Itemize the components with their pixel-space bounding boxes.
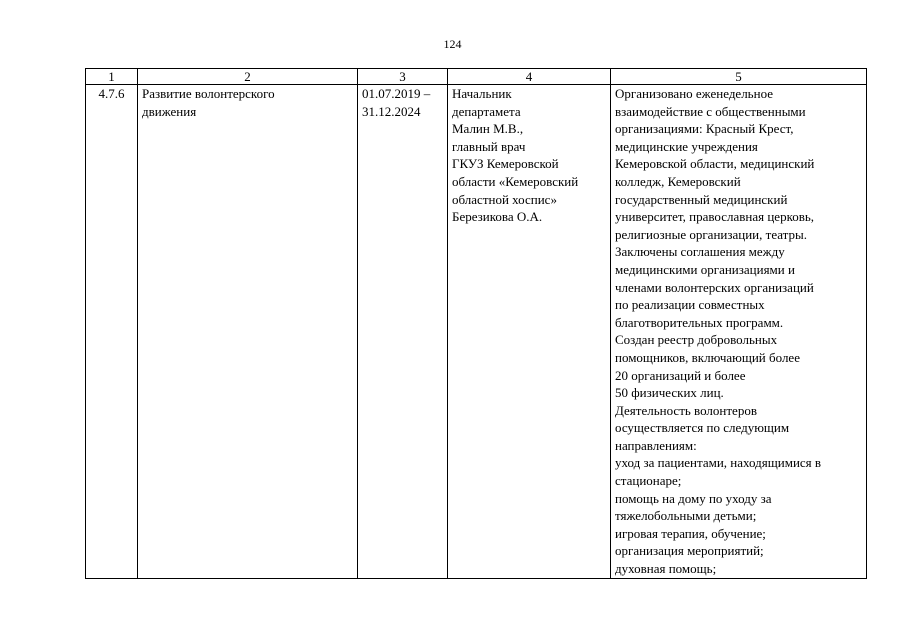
text-line: Организовано еженедельное (615, 86, 773, 101)
text-line: религиозные организации, театры. (615, 226, 808, 242)
text-line: области «Кемеровский (452, 173, 579, 189)
text-line: тяжелобольными детьми; (615, 508, 757, 524)
column-number-2: 2 (138, 69, 358, 85)
text-line: помощь на дому по уходу за (615, 490, 772, 506)
text-line: движения (142, 103, 197, 119)
text-line: 01.07.2019 – (362, 86, 431, 101)
text-line: Начальник (452, 86, 512, 101)
text-line: главный врач (452, 138, 526, 154)
text-line: взаимодействие с общественными (615, 103, 806, 119)
text-line: медицинские учреждения (615, 138, 758, 154)
text-line: Березикова О.А. (452, 209, 543, 225)
text-line: ГКУЗ Кемеровской (452, 156, 559, 172)
item-number-cell: 4.7.6 (86, 85, 138, 579)
text-line: Деятельность волонтеров (615, 402, 757, 418)
text-line: осуществляется по следующим (615, 420, 790, 436)
text-line: Малин М.В., (452, 121, 524, 137)
text-line: государственный медицинский (615, 191, 788, 207)
text-line: Кемеровской области, медицинский (615, 156, 815, 172)
text-line: стационаре; (615, 473, 682, 489)
column-number-4: 4 (448, 69, 611, 85)
text-line: членами волонтерских организаций (615, 279, 814, 295)
text-line: 20 организаций и более (615, 367, 746, 383)
text-line: благотворительных программ. (615, 314, 784, 330)
column-number-5: 5 (611, 69, 867, 85)
text-line: Развитие волонтерского (142, 86, 275, 101)
text-line: по реализации совместных (615, 297, 765, 313)
item-name-cell (138, 85, 358, 579)
program-table (85, 68, 867, 579)
item-period-cell (358, 85, 448, 579)
table-header-row (86, 69, 867, 85)
text-line: колледж, Кемеровский (615, 173, 741, 189)
page-number: 124 (443, 37, 462, 51)
text-line: помощников, включающий более (615, 349, 800, 365)
text-line: духовная помощь; (615, 561, 717, 577)
column-number-1: 1 (86, 69, 138, 85)
table-row (86, 85, 867, 579)
text-line: уход за пациентами, находящимися в (615, 455, 822, 471)
text-line: 50 физических лиц. (615, 385, 724, 401)
text-line: направлениям: (615, 437, 697, 453)
text-line: 31.12.2024 (362, 103, 421, 119)
item-result-cell (611, 85, 867, 579)
text-line: Заключены соглашения между (615, 244, 785, 260)
text-line: департамета (452, 103, 521, 119)
text-line: организациями: Красный Крест, (615, 121, 794, 137)
text-line: медицинскими организациями и (615, 261, 795, 277)
text-line: организация мероприятий; (615, 543, 764, 559)
column-number-3: 3 (358, 69, 448, 85)
text-line: игровая терапия, обучение; (615, 525, 766, 541)
text-line: областной хоспис» (452, 191, 557, 207)
item-responsible-cell (448, 85, 611, 579)
text-line: университет, православная церковь, (615, 209, 815, 225)
text-line: Создан реестр добровольных (615, 332, 778, 348)
